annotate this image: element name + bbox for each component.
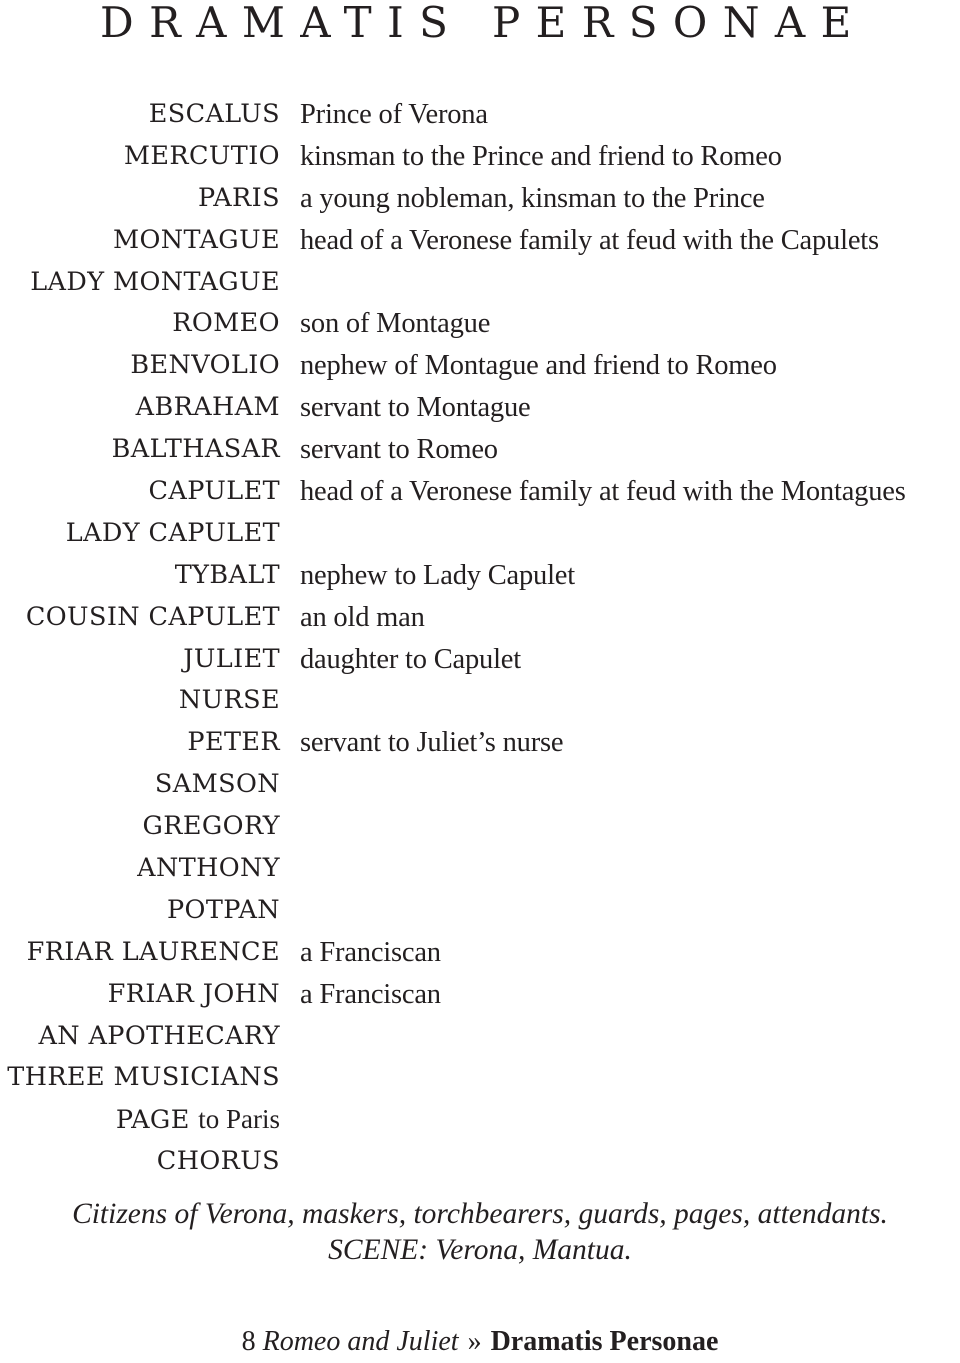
cast-row: [0, 220, 960, 262]
cast-row: [0, 1099, 960, 1141]
character-name: ESCALUS: [148, 99, 280, 129]
character-name: FRIAR JOHN: [107, 978, 280, 1009]
scene-line: SCENE: Verona, Mantua.: [328, 1234, 632, 1266]
closing-note: [0, 1196, 960, 1268]
character-description: kinsman to the Prince and friend to Romeo: [300, 140, 782, 172]
character-name: NURSE: [178, 685, 280, 716]
character-name: POTPAN: [166, 894, 280, 925]
cast-row: [0, 806, 960, 848]
character-name: CAPULET: [148, 476, 280, 507]
character-description: daughter to Capulet: [300, 643, 521, 675]
character-name: GREGORY: [142, 811, 280, 842]
character-name: ROMEO: [172, 308, 280, 339]
page-number: 8: [241, 1326, 256, 1357]
character-name: MERCUTIO: [123, 140, 280, 171]
character-name: PARIS: [198, 182, 280, 213]
cast-row: [0, 471, 960, 513]
character-name: PETER: [187, 727, 280, 758]
character-description: a Franciscan: [300, 936, 441, 968]
character-name: THREE MUSICIANS: [7, 1062, 280, 1093]
page-footer: [0, 1322, 960, 1362]
cast-row: [0, 1057, 960, 1099]
cast-row: [0, 680, 960, 722]
character-name-suffix: to Paris: [198, 1104, 280, 1135]
character-description: servant to Romeo: [300, 434, 498, 466]
character-name: MONTAGUE: [112, 224, 280, 255]
cast-row: [0, 639, 960, 681]
cast-row: [0, 764, 960, 806]
character-name: TYBALT: [174, 559, 280, 590]
cast-list: [0, 94, 960, 1183]
character-name: BALTHASAR: [111, 434, 280, 465]
cast-row: [0, 94, 960, 136]
cast-row: [0, 555, 960, 597]
page-title: DRAMATIS PERSONAE: [100, 0, 867, 47]
character-description: a young nobleman, kinsman to the Prince: [300, 182, 765, 214]
cast-row: [0, 848, 960, 890]
cast-row: [0, 1141, 960, 1183]
character-name: JULIET: [183, 643, 280, 674]
cast-row: [0, 513, 960, 555]
character-description: a Franciscan: [300, 978, 441, 1010]
book-title: Romeo and Juliet: [262, 1326, 459, 1357]
character-name: ABRAHAM: [135, 392, 280, 423]
character-name: BENVOLIO: [130, 350, 280, 381]
cast-row: [0, 597, 960, 639]
cast-row: [0, 303, 960, 345]
cast-row: [0, 178, 960, 220]
character-description: son of Montague: [300, 308, 491, 340]
character-description: an old man: [300, 601, 425, 633]
cast-row: [0, 387, 960, 429]
character-name: FRIAR LAURENCE: [26, 936, 280, 967]
character-name: CHORUS: [156, 1146, 280, 1177]
cast-row: [0, 1016, 960, 1058]
cast-row: [0, 974, 960, 1016]
character-description: servant to Juliet’s nurse: [300, 727, 564, 759]
character-description: head of a Veronese family at feud with the Capulets: [300, 224, 879, 256]
character-description: Prince of Verona: [300, 99, 488, 130]
cast-row: [0, 262, 960, 304]
cast-row: [0, 345, 960, 387]
character-description: servant to Montague: [300, 392, 531, 424]
cast-row: [0, 890, 960, 932]
character-name: ANTHONY: [137, 853, 280, 884]
character-name: PAGE to Paris: [115, 1104, 280, 1136]
character-name: LADY CAPULET: [65, 517, 280, 548]
character-name: AN APOTHECARY: [38, 1020, 280, 1051]
citizens-line: Citizens of Verona, maskers, torchbearers, guards, pages, attendants.: [72, 1198, 888, 1230]
section-title: Dramatis Personae: [490, 1326, 719, 1357]
cast-row: [0, 136, 960, 178]
cast-row: [0, 429, 960, 471]
character-description: nephew to Lady Capulet: [300, 559, 575, 591]
character-name: COUSIN CAPULET: [25, 601, 280, 632]
character-description: head of a Veronese family at feud with the Montagues: [300, 476, 906, 508]
character-name: LADY MONTAGUE: [30, 266, 280, 297]
cast-row: [0, 722, 960, 764]
separator-glyph: »: [467, 1326, 482, 1357]
character-description: nephew of Montague and friend to Romeo: [300, 350, 777, 382]
character-name: SAMSON: [154, 769, 280, 800]
cast-row: [0, 932, 960, 974]
